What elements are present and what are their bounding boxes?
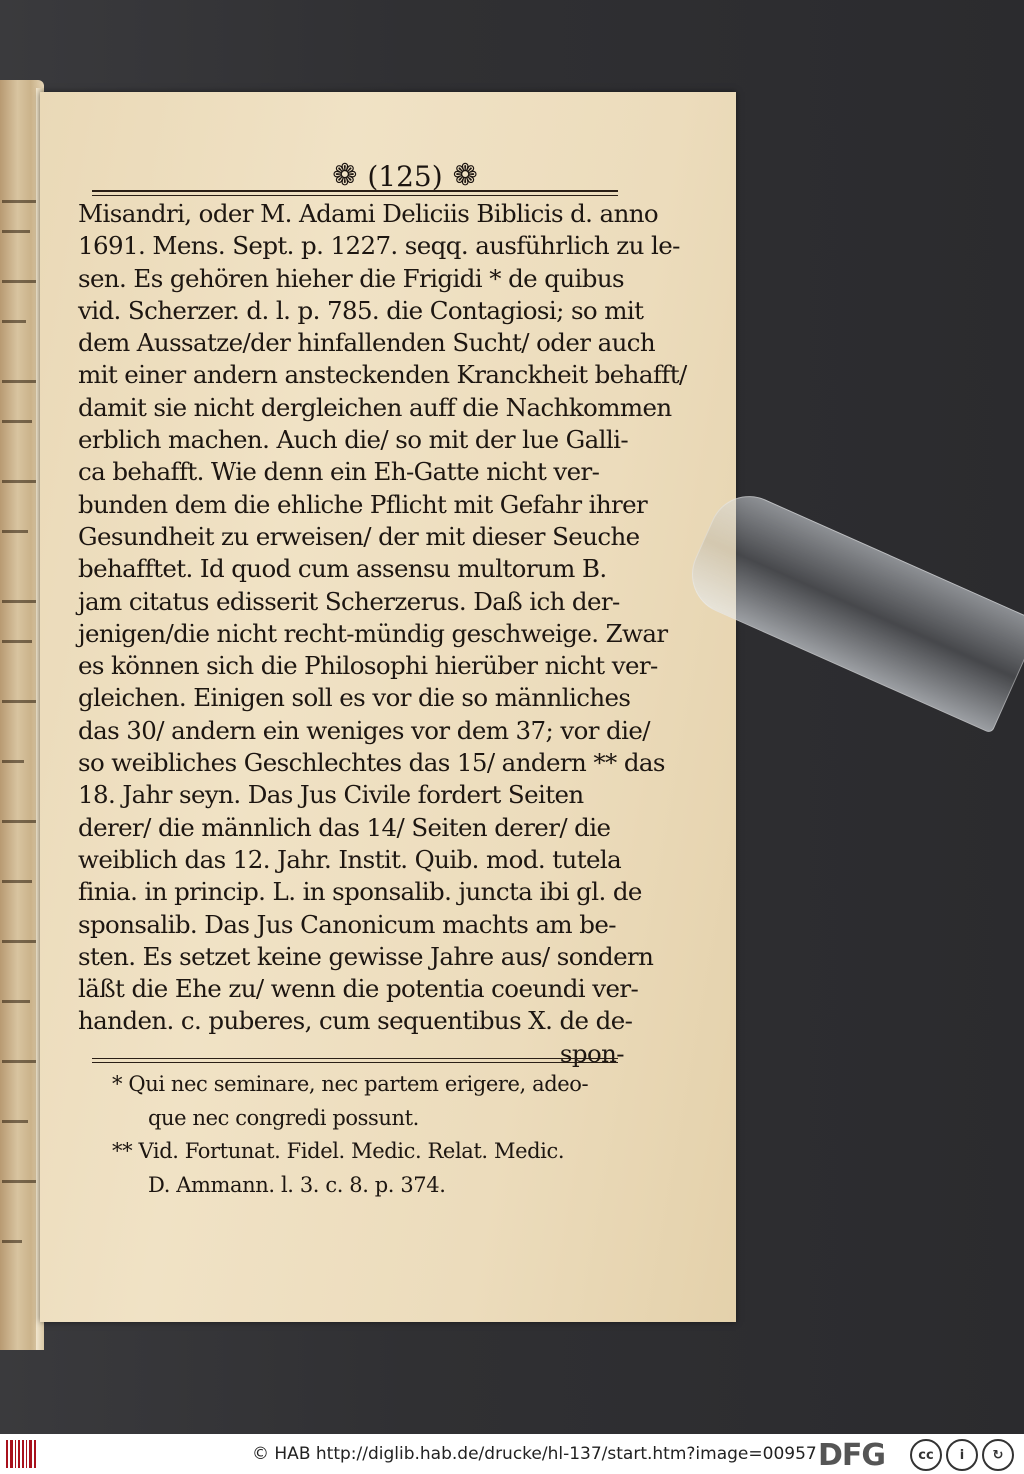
text-line: weiblich das 12. Jahr. Instit. Quib. mod. tutela: [78, 844, 622, 874]
by-icon: i: [946, 1439, 978, 1471]
cc-icon: cc: [910, 1439, 942, 1471]
copyright-link[interactable]: © HAB http://diglib.hab.de/drucke/hl-137/start.htm?image=00957: [252, 1444, 817, 1464]
text-line: behafftet. Id quod cum assensu multorum B.: [78, 554, 607, 584]
text-line: Misandri, oder M. Adami Deliciis Biblicis d. anno: [78, 199, 659, 228]
text-line: läßt die Ehe zu/ wenn die potentia coeundi ver-: [78, 974, 639, 1004]
text-line: jenigen/die nicht recht-mündig geschweige. Zwar: [78, 618, 668, 648]
text-line: 1691. Mens. Sept. p. 1227. seqq. ausführlich zu le-: [78, 231, 680, 261]
text-line: handen. c. puberes, cum sequentibus X. de de-: [78, 1006, 633, 1036]
header-rule: [92, 195, 618, 196]
flower-ornament-icon: ❁: [452, 158, 478, 193]
text-line: gleichen. Einigen soll es vor die so männliches: [78, 683, 631, 713]
footnote-line: * Qui nec seminare, nec partem erigere, adeo-: [112, 1072, 589, 1096]
text-line: finia. in princip. L. in sponsalib. juncta ibi gl. de: [78, 877, 642, 907]
text-line: sen. Es gehören hieher die Frigidi * de quibus: [78, 263, 624, 293]
text-line: erblich machen. Auch die/ so mit der lue Galli-: [78, 425, 629, 455]
text-line: 18. Jahr seyn. Das Jus Civile fordert Seiten: [78, 780, 584, 810]
text-line: jam citatus edisserit Scherzerus. Daß ich der-: [78, 586, 620, 616]
text-line: das 30/ andern ein weniges vor dem 37; vor die/: [78, 715, 650, 745]
license-badge[interactable]: [910, 1439, 1014, 1471]
text-line: vid. Scherzer. d. l. p. 785. die Contagiosi; so mit: [78, 295, 644, 325]
flower-ornament-icon: ❁: [332, 158, 358, 193]
footnote-rule: [92, 1062, 618, 1063]
footnote-line: que nec congredi possunt.: [148, 1105, 419, 1130]
viewer-footer: [0, 1434, 1024, 1474]
text-line: sponsalib. Das Jus Canonicum machts am be-: [78, 909, 616, 939]
footnote-line: ** Vid. Fortunat. Fidel. Medic. Relat. Medic.: [112, 1139, 565, 1163]
barcode-icon: [6, 1440, 36, 1468]
sa-icon: ↻: [982, 1439, 1014, 1471]
footnote-rule: [92, 1058, 618, 1059]
text-line: damit sie nicht dergleichen auff die Nachkommen: [78, 392, 672, 422]
dfg-logo: DFG: [818, 1438, 886, 1473]
text-line: sten. Es setzet keine gewisse Jahre aus/ sondern: [78, 941, 654, 971]
page-header: [255, 158, 555, 194]
text-line: es können sich die Philosophi hierüber nicht ver-: [78, 651, 658, 681]
header-rule: [92, 190, 618, 192]
body-text: [78, 198, 687, 1070]
text-line: ca behafft. Wie denn ein Eh-Gatte nicht ver-: [78, 457, 600, 487]
page-number: (125): [367, 159, 443, 193]
text-line: derer/ die männlich das 14/ Seiten derer/ die: [78, 812, 611, 842]
text-line: bunden dem die ehliche Pflicht mit Gefahr ihrer: [78, 489, 648, 519]
footnotes: [112, 1068, 622, 1202]
catchword: spon-: [559, 1038, 624, 1068]
text-line: dem Aussatze/der hinfallenden Sucht/ oder auch: [78, 328, 656, 358]
text-line: so weibliches Geschlechtes das 15/ andern ** das: [78, 748, 665, 778]
footnote-line: D. Ammann. l. 3. c. 8. p. 374.: [148, 1172, 446, 1197]
text-line: mit einer andern ansteckenden Kranckheit behafft/: [78, 360, 687, 390]
text-line: Gesundheit zu erweisen/ der mit dieser Seuche: [78, 521, 640, 551]
